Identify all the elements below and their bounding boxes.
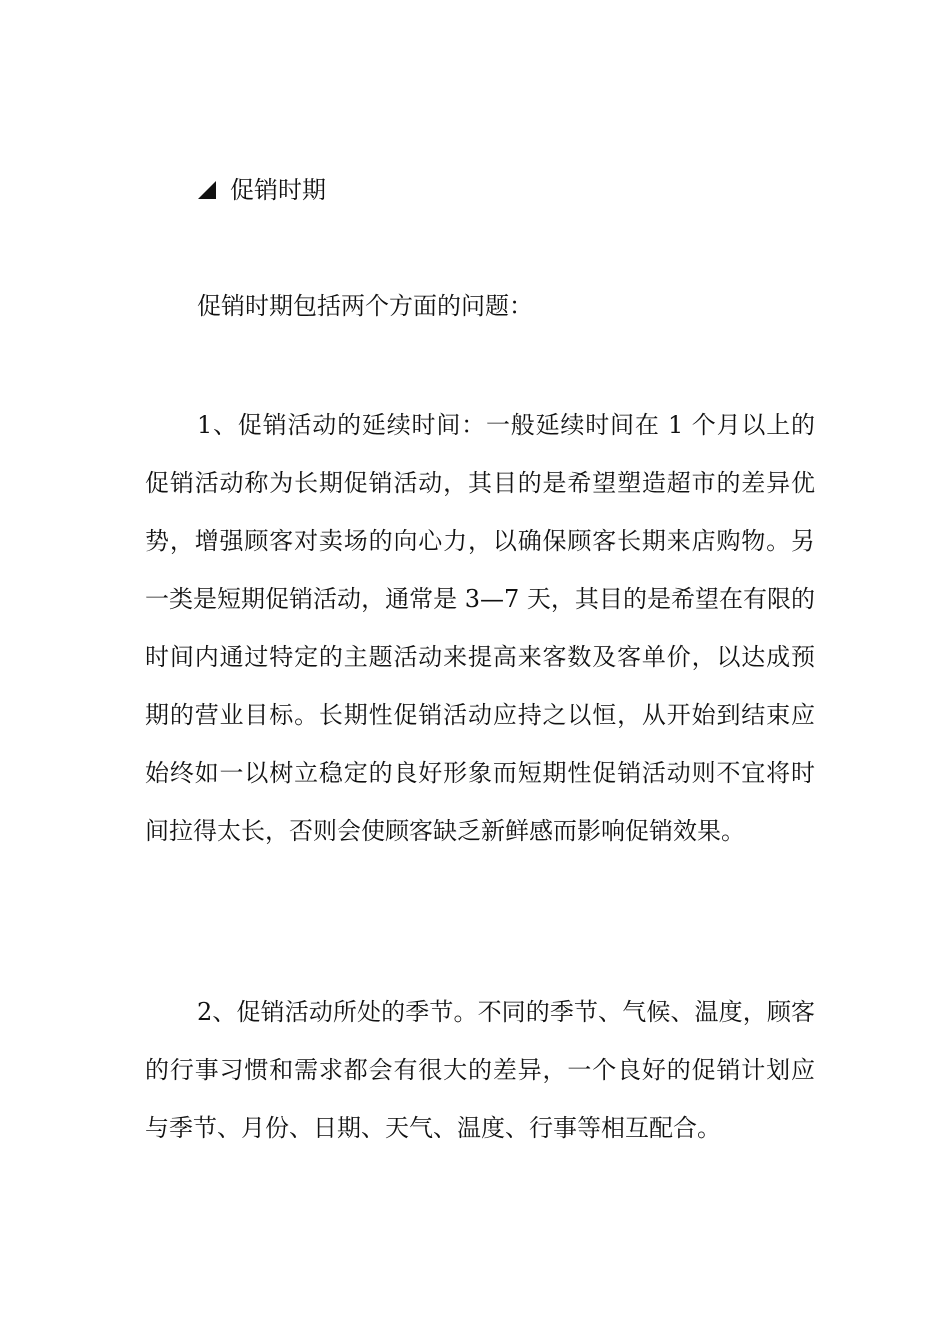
paragraph-duration: 1、促销活动的延续时间：一般延续时间在 1 个月以上的促销活动称为长期促销活动，其目的是希望塑造超市的差异优势，增强顾客对卖场的向心力，以确保顾客长期来店购物。另一类是短期促销活动，通常是 3—7 天，其目的是希望在有限的时间内通过特定的主题活动来提高来客数及客单价，以达成预期的营业目标。长期性促销活动应持之以恒，从开始到结束应始终如一以树立稳定的良好形象而短期性促销活动则不宜将时间拉得太长，否则会使顾客缺乏新鲜感而影响促销效果。 <box>145 411 815 845</box>
section-heading-text: 促销时期 <box>230 176 326 204</box>
black-triangle-icon <box>198 181 216 199</box>
paragraph-season: 2、促销活动所处的季节。不同的季节、气候、温度，顾客的行事习惯和需求都会有很大的差异，一个良好的促销计划应与季节、月份、日期、天气、温度、行事等相互配合。 <box>145 998 815 1142</box>
intro-paragraph: 促销时期包括两个方面的问题： <box>197 292 533 320</box>
section-heading <box>198 172 326 208</box>
